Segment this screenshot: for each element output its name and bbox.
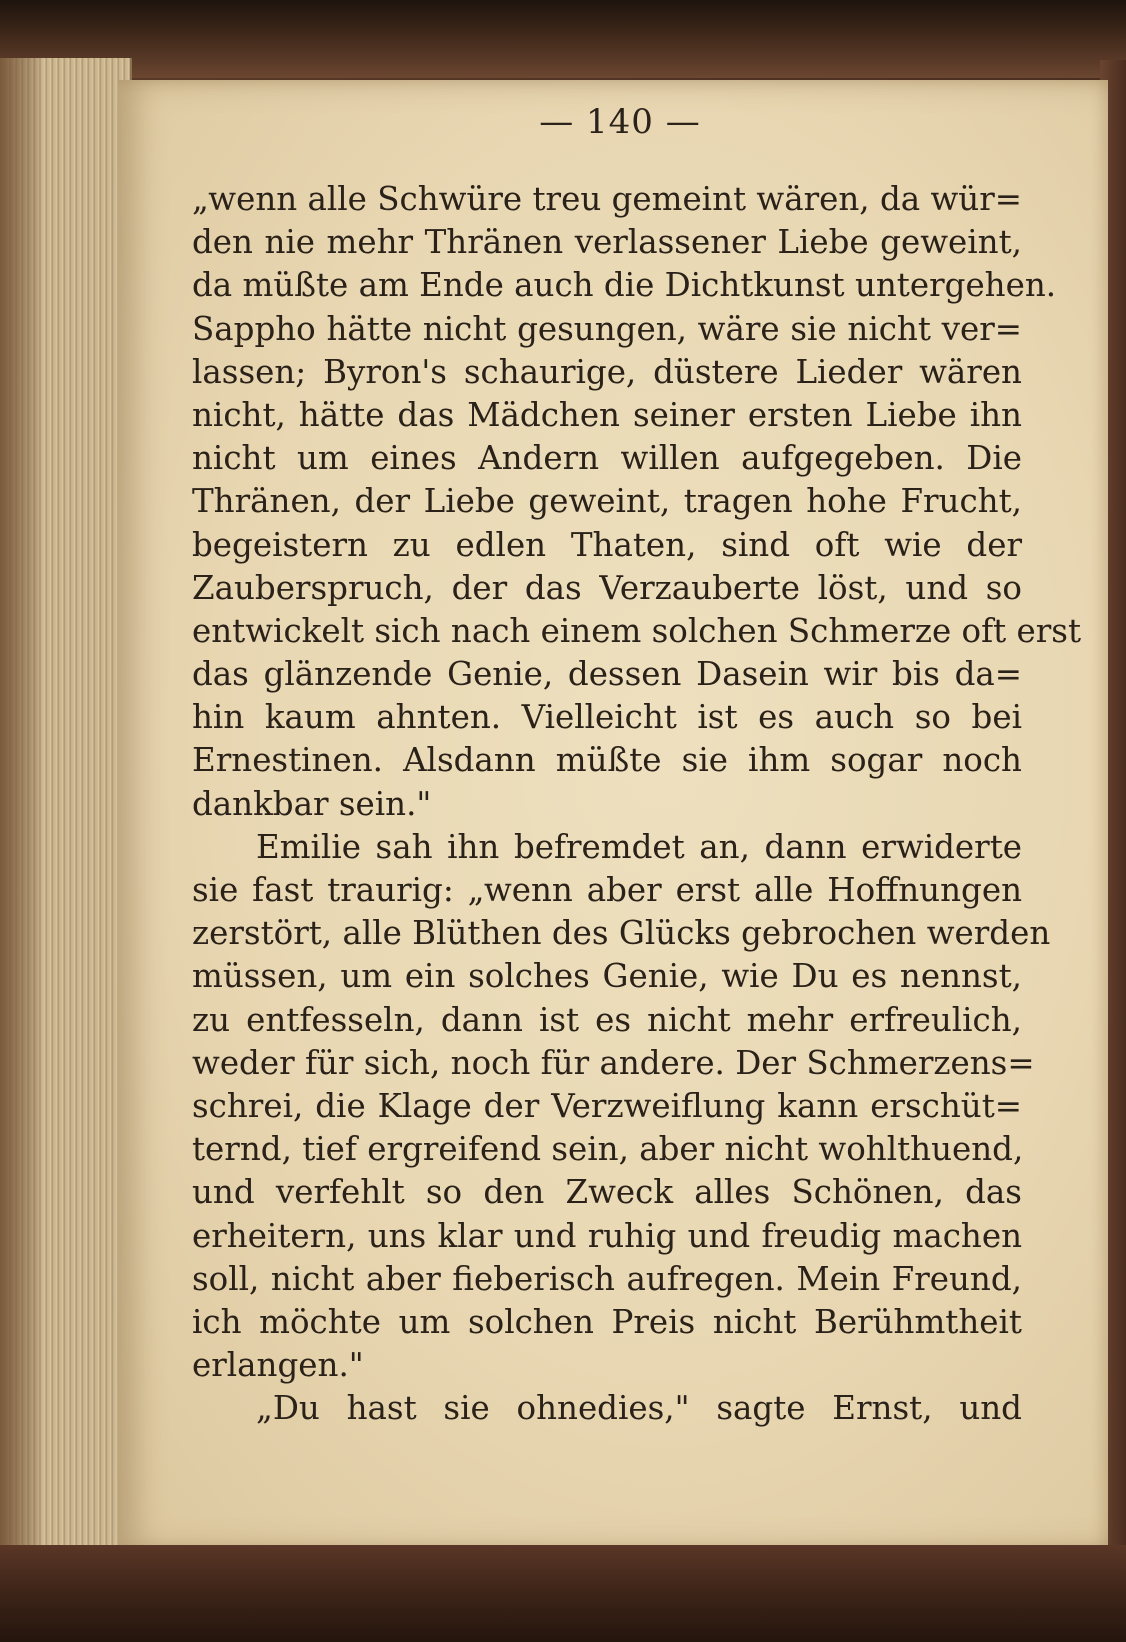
text-line: und verfehlt so den Zweck alles Schönen, das [192,1173,1022,1212]
text-line: Sappho hätte nicht gesungen, wäre sie nicht ver= [192,309,1022,348]
text-line: da müßte am Ende auch die Dichtkunst untergehen. [192,266,1057,305]
page-number-header: — 140 — [539,102,701,142]
text-line: „wenn alle Schwüre treu gemeint wären, da wür= [192,180,1022,218]
text-line: ich möchte um solchen Preis nicht Berühmtheit [192,1302,1022,1341]
text-line: schrei, die Klage der Verzweiflung kann erschüt= [192,1086,1022,1125]
text-line: zerstört, alle Blüthen des Glücks gebrochen werden [192,914,1051,953]
text-line: dankbar sein." [192,784,432,823]
text-line: Thränen, der Liebe geweint, tragen hohe Frucht, [192,482,1022,521]
text-line: sie fast traurig: „wenn aber erst alle Hoffnungen [192,871,1022,909]
body-text [192,178,1082,1430]
text-line: Zauberspruch, der das Verzauberte löst, und so [192,568,1022,607]
text-line: soll, nicht aber fieberisch aufregen. Mein Freund, [192,1259,1022,1298]
text-line: müssen, um ein solches Genie, wie Du es nennst, [192,957,1022,996]
book-cover-bottom [0,1545,1126,1642]
text-line: ternd, tief ergreifend sein, aber nicht wohlthuend, [192,1130,1024,1169]
text-line: den nie mehr Thränen verlassener Liebe geweint, [192,223,1022,262]
text-line: weder für sich, noch für andere. Der Schmerzens= [192,1043,1035,1082]
text-line: erlangen." [192,1346,364,1385]
text-line: entwickelt sich nach einem solchen Schmerze oft erst [192,611,1082,650]
text-line: nicht, hätte das Mädchen seiner ersten Liebe ihn [192,395,1022,434]
text-line: das glänzende Genie, dessen Dasein wir bis da= [192,655,1022,694]
text-line: lassen; Byron's schaurige, düstere Lieder wären [192,352,1022,391]
text-line: begeistern zu edlen Thaten, sind oft wie der [192,525,1022,564]
text-line: zu entfesseln, dann ist es nicht mehr erfreulich, [192,1000,1022,1039]
text-line: „Du hast sie ohnedies," sagte Ernst, und [256,1389,1022,1428]
text-line: erheitern, uns klar und ruhig und freudig machen [192,1216,1022,1255]
book-cover-top [0,0,1126,78]
text-line: hin kaum ahnten. Vielleicht ist es auch so bei [192,698,1022,737]
page-edges [0,58,132,1558]
text-line: Ernestinen. Alsdann müßte sie ihm sogar noch [192,741,1022,780]
text-line: Emilie sah ihn befremdet an, dann erwiderte [256,827,1022,866]
text-line: nicht um eines Andern willen aufgegeben. Die [192,439,1022,478]
